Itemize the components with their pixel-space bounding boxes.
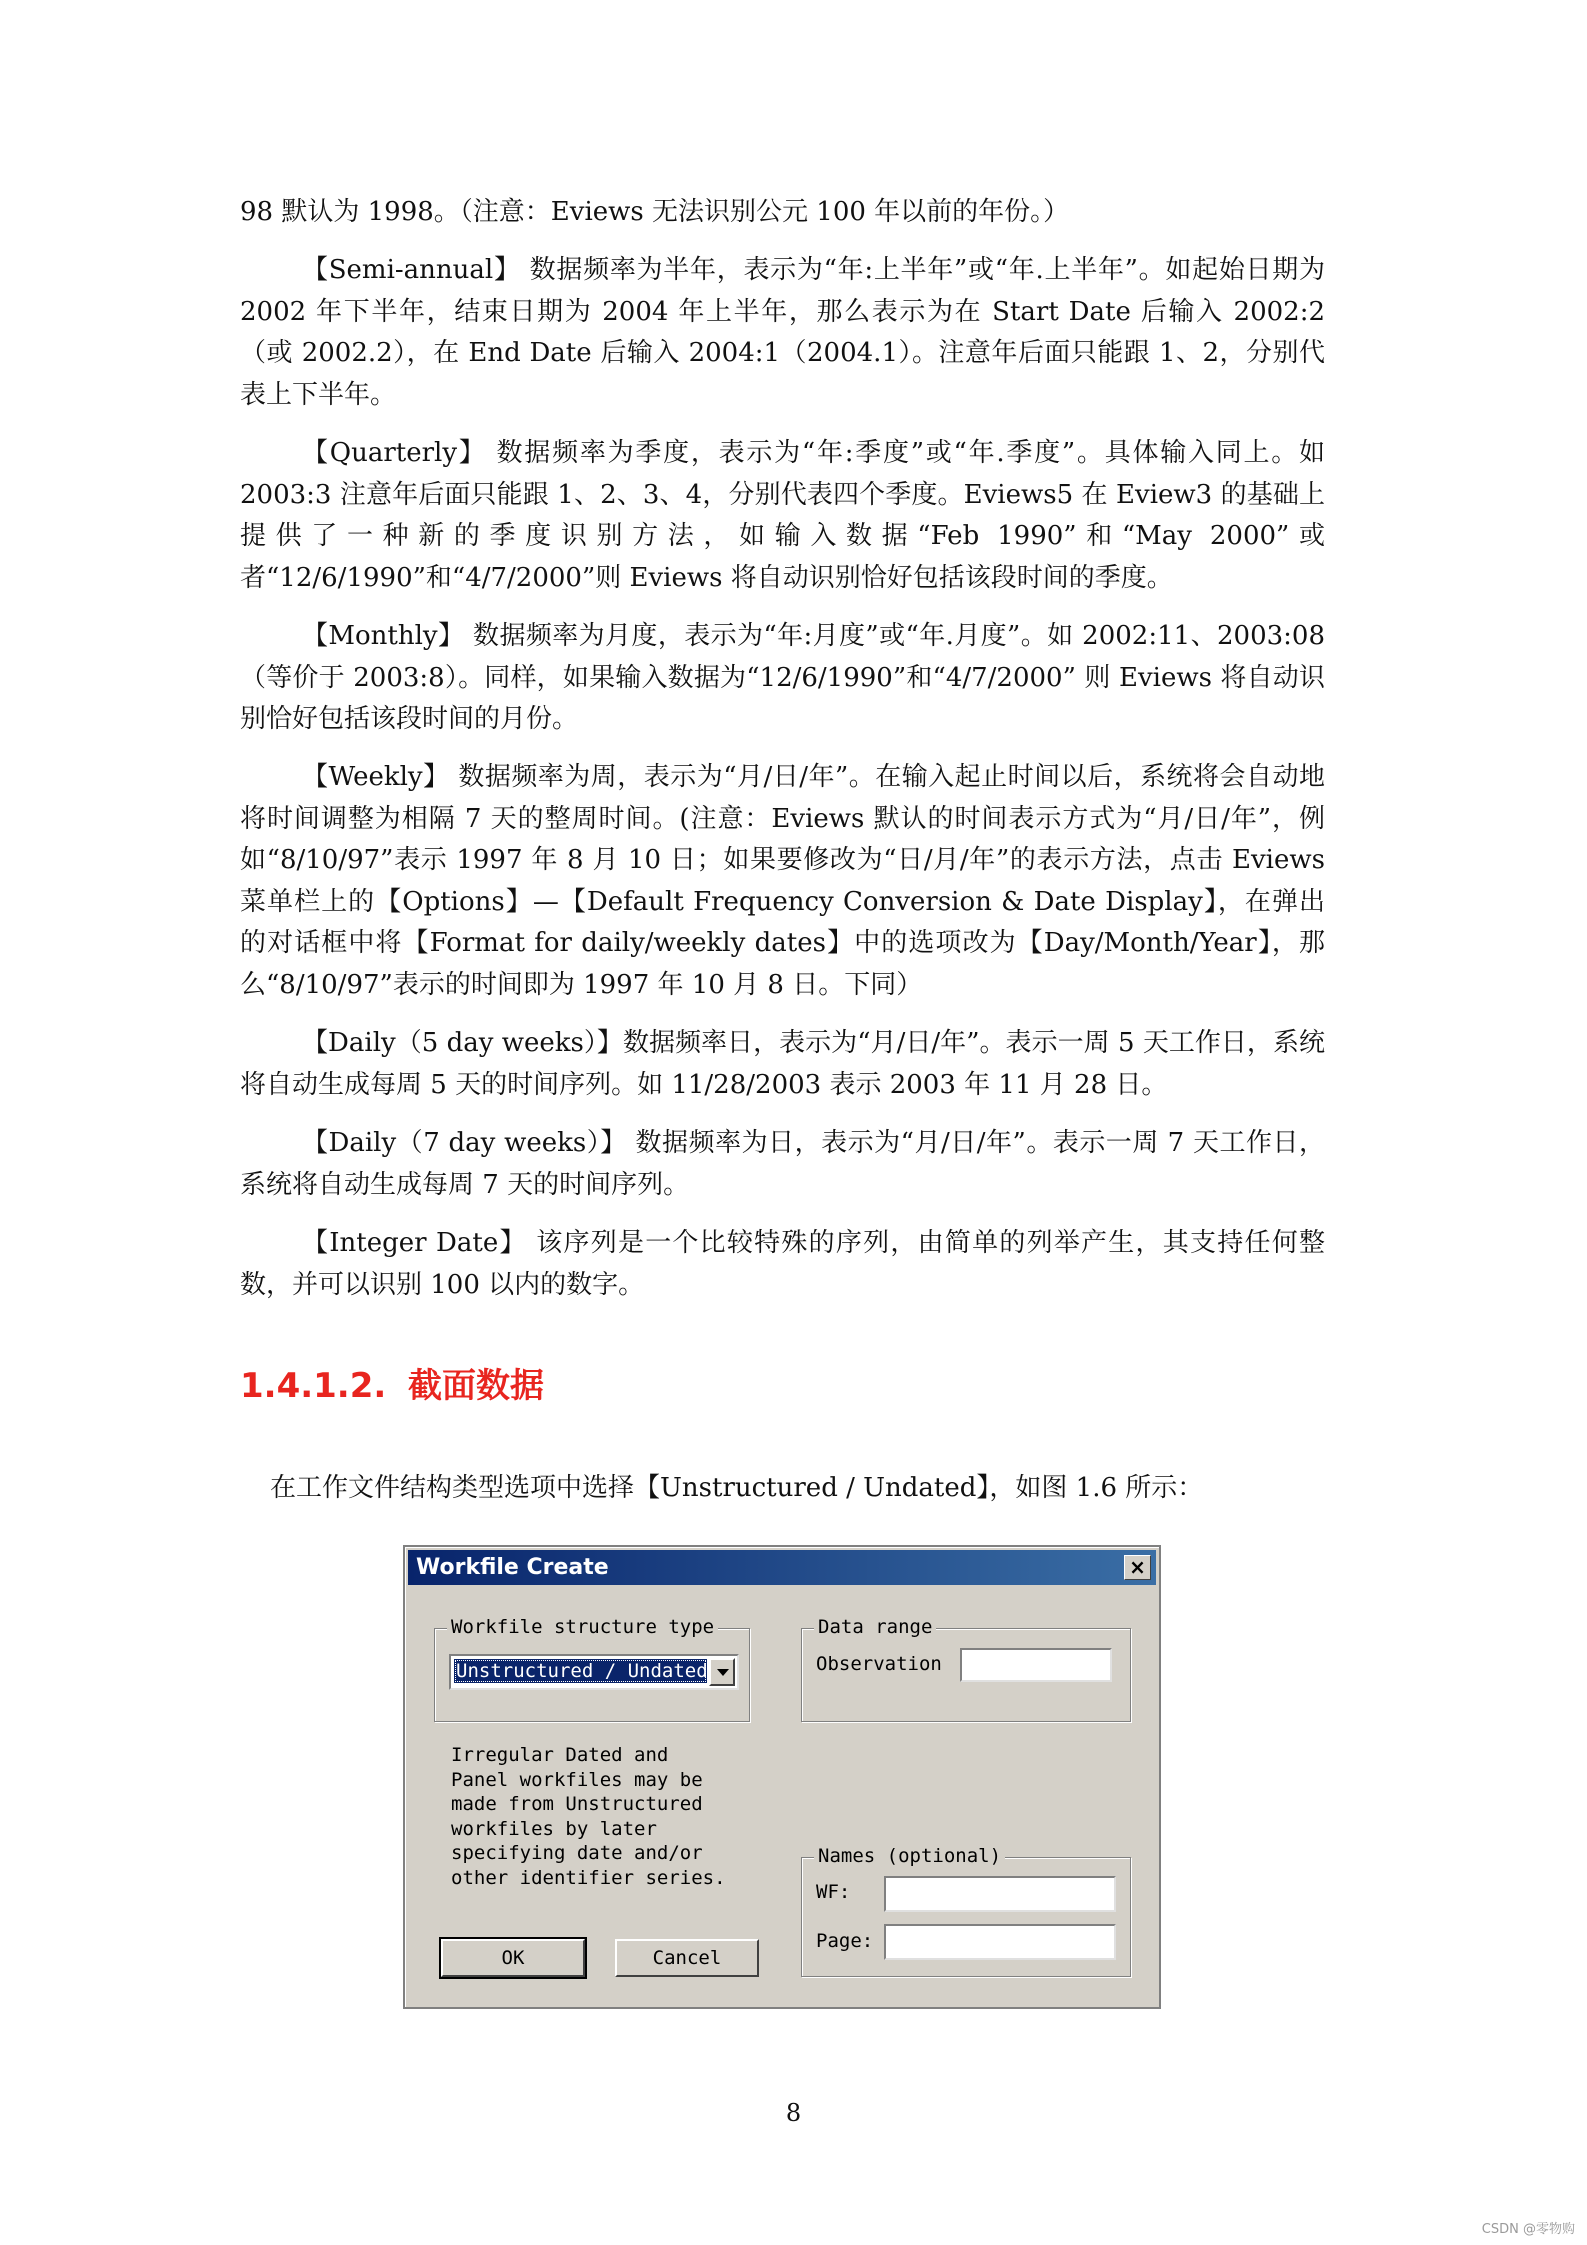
page-label: Page: [816, 1930, 874, 1952]
data-range-label: Data range [814, 1616, 936, 1638]
paragraph-weekly: 【Weekly】 数据频率为周，表示为“月/日/年”。在输入起止时间以后，系统将会自动地将时间调整为相隔 7 天的整周时间。(注意：Eviews 默认的时间表示方式为“月/日/年”，例如“8/10/97”表示 1997 年 8 月 10 日；如果要修改为“日/月/年”的表示方法，点击 Eviews 菜单栏上的【Options】—【Default Frequency Conversion & Date Display】，在弹出的对话框中将【Format for daily/weekly dates】中的选项改为【Day/Month/Year】，那么“8/10/97”表示的时间即为 1997 年 10 月 8 日。下同） [240, 762, 1325, 1000]
close-icon: × [1129, 1555, 1146, 1579]
section-heading [240, 1364, 544, 1408]
paragraph-quarterly: 【Quarterly】 数据频率为季度，表示为“年:季度”或“年.季度”。具体输入同上。如 2003:3 注意年后面只能跟 1、2、3、4，分别代表四个季度。Eviews5 在 Eview3 的基础上提供了一种新的季度识别方法，如输入数据“Feb 1990”和“May 2000”或者“12/6/1990”和“4/7/2000”则 Eviews 将自动识别恰好包括该段时间的季度。 [240, 438, 1325, 593]
paragraph-semi-annual: 【Semi-annual】 数据频率为半年，表示为“年:上半年”或“年.上半年”。如起始日期为 2002 年下半年，结束日期为 2004 年上半年，那么表示为在 Start Date 后输入 2002:2（或 2002.2），在 End Date 后输入 2004:1（2004.1）。注意年后面只能跟 1、2，分别代表上下半年。 [240, 255, 1325, 410]
section-number: 1.4.1.2. [240, 1366, 387, 1406]
names-label: Names (optional) [814, 1845, 1005, 1867]
info-text: Irregular Dated and Panel workfiles may be made from Unstructured workfiles by later specifying date and/or other identifier series. [451, 1744, 726, 1889]
paragraph-year-note: 98 默认为 1998。（注意：Eviews 无法识别公元 100 年以前的年份。） [240, 197, 1070, 227]
observation-input[interactable] [960, 1648, 1112, 1682]
structure-type-combo[interactable] [449, 1654, 739, 1690]
ok-button[interactable]: OK [441, 1939, 585, 1977]
observation-label: Observation [816, 1653, 942, 1675]
names-group [801, 1845, 1131, 1977]
wf-label: WF: [816, 1881, 851, 1903]
structure-type-value: Unstructured / Undated [456, 1660, 708, 1682]
page-input[interactable] [884, 1924, 1116, 1960]
watermark: CSDN @零物购 [1481, 2222, 1575, 2237]
paragraph-daily-7: 【Daily（7 day weeks）】 数据频率为日，表示为“月/日/年”。表示一周 7 天工作日，系统将自动生成每周 7 天的时间序列。 [240, 1128, 1325, 1200]
section-title: 截面数据 [408, 1366, 544, 1406]
structure-type-label: Workfile structure type [447, 1616, 718, 1638]
workfile-create-dialog [403, 1545, 1161, 2009]
intro-paragraph: 在工作文件结构类型选项中选择【Unstructured / Undated】，如图 1.6 所示： [270, 1473, 1204, 1503]
paragraph-daily-5: 【Daily（5 day weeks）】数据频率日，表示为“月/日/年”。表示一周 5 天工作日，系统将自动生成每周 5 天的时间序列。如 11/28/2003 表示 2003 年 11 月 28 日。 [240, 1028, 1325, 1100]
wf-input[interactable] [884, 1876, 1116, 1912]
structure-type-group [434, 1616, 750, 1722]
paragraph-monthly: 【Monthly】 数据频率为月度，表示为“年:月度”或“年.月度”。如 2002:11、2003:08（等价于 2003:8）。同样，如果输入数据为“12/6/1990”和“4/7/2000” 则 Eviews 将自动识别恰好包括该段时间的月份。 [240, 621, 1325, 734]
paragraph-integer-date: 【Integer Date】 该序列是一个比较特殊的序列，由简单的列举产生，其支持任何整数，并可以识别 100 以内的数字。 [240, 1228, 1325, 1300]
close-button[interactable] [1124, 1555, 1151, 1580]
dialog-titlebar[interactable] [408, 1550, 1156, 1585]
data-range-group [801, 1616, 1131, 1722]
cancel-button[interactable]: Cancel [615, 1939, 759, 1977]
page-number: 8 [785, 2099, 802, 2127]
dialog-title: Workfile Create [416, 1555, 609, 1580]
chevron-down-icon[interactable] [709, 1658, 735, 1686]
